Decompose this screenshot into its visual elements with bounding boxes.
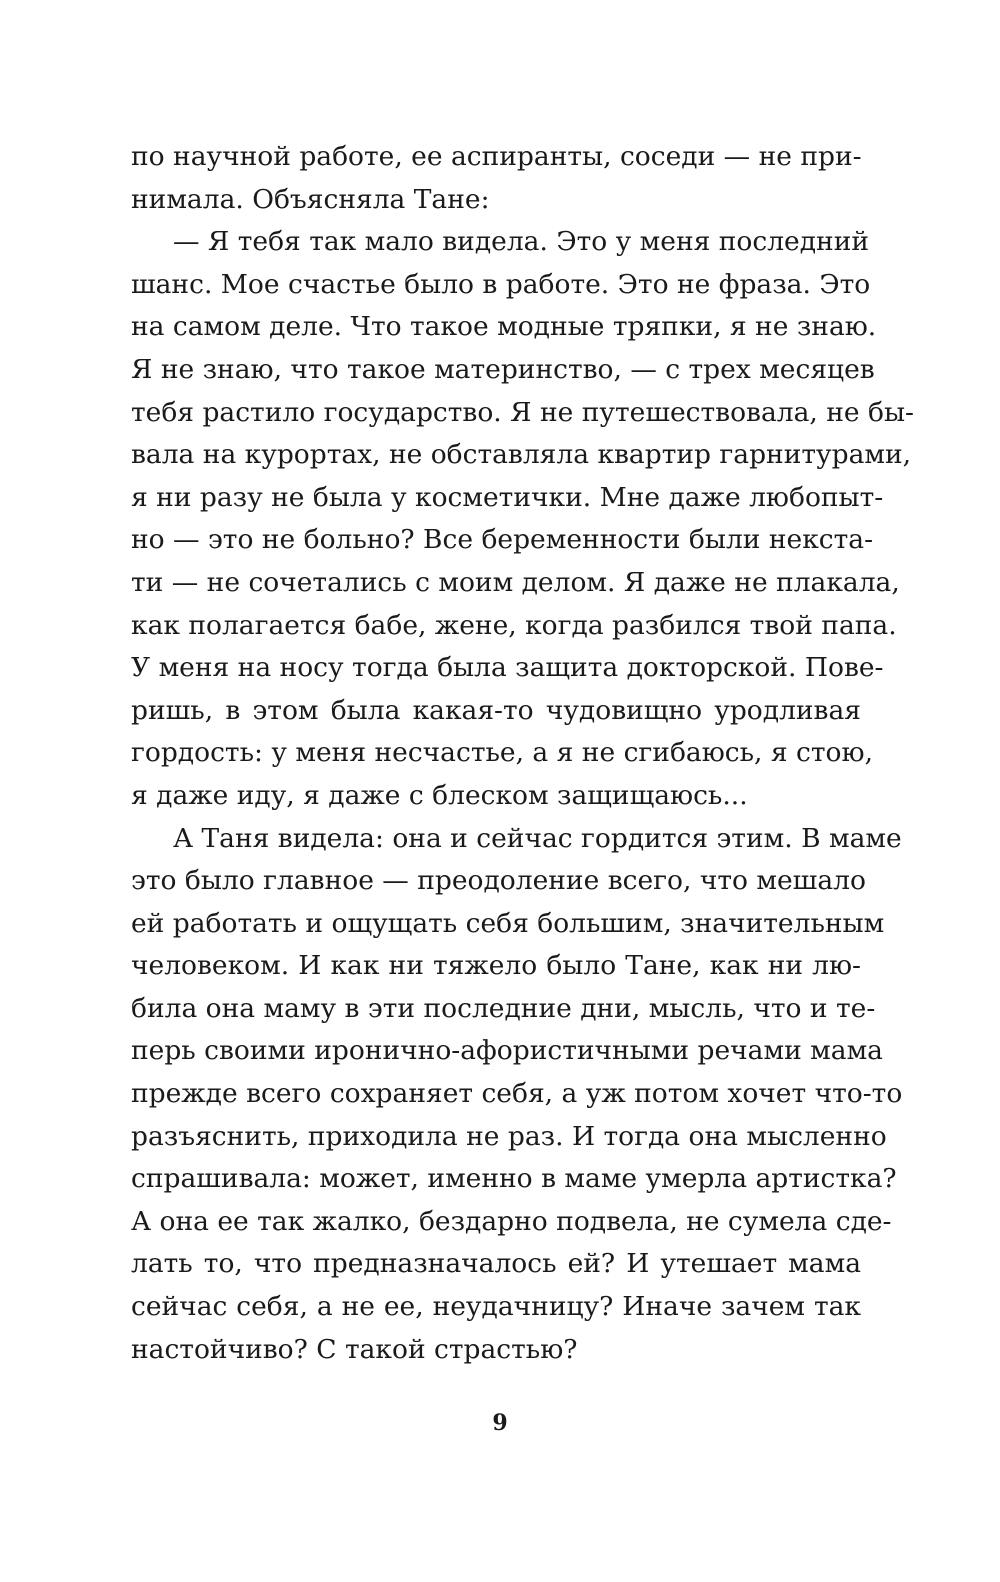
text-line: тебя растило государство. Я не путешествовала, не бы- xyxy=(131,396,915,428)
text-line: ти — не сочетались с моим делом. Я даже не плакала, xyxy=(131,566,900,598)
text-line: лать то, что предназначалось ей? И утешает мама xyxy=(131,1248,861,1280)
text-line: У меня на носу тогда была защита докторской. Пове- xyxy=(131,652,884,684)
text-line: — Я тебя так мало видела. Это у меня последний xyxy=(173,226,870,258)
text-line: это было главное — преодоление всего, что мешало xyxy=(131,865,866,897)
text-line: перь своими иронично-афористичными речами мама xyxy=(131,1035,883,1067)
text-line: прежде всего сохраняет себя, а уж потом хочет что-то xyxy=(131,1078,903,1110)
text-line: я даже иду, я даже с блеском защищаюсь... xyxy=(131,779,748,811)
text-line: человеком. И как ни тяжело было Тане, как ни лю- xyxy=(131,950,861,982)
text-line: А она ее так жалко, бездарно подвела, не сумела сде- xyxy=(131,1205,892,1237)
text-line: я ни разу не была у косметички. Мне даже любопыт- xyxy=(131,481,884,513)
body-text xyxy=(131,136,915,1371)
text-line: шанс. Мое счастье было в работе. Это не фраза. Это xyxy=(131,268,871,300)
text-line: гордость: у меня несчастье, а я не сгибаюсь, я стою, xyxy=(131,737,873,769)
text-line: на самом деле. Что такое модные тряпки, я не знаю. xyxy=(131,311,877,343)
text-line: как полагается бабе, жене, когда разбился твой папа. xyxy=(131,609,897,641)
text-line: спрашивала: может, именно в маме умерла артистка? xyxy=(131,1163,897,1195)
text-line: сейчас себя, а не ее, неудачницу? Иначе зачем так xyxy=(131,1291,861,1323)
text-line: но — это не больно? Все беременности были некста- xyxy=(131,524,874,556)
text-line: А Таня видела: она и сейчас гордится этим. В маме xyxy=(173,822,902,854)
text-line: нимала. Объясняла Тане: xyxy=(131,183,490,215)
text-line: Я не знаю, что такое материнство, — с трех месяцев xyxy=(131,353,875,385)
text-line: ришь, в этом была какая-то чудовищно уродливая xyxy=(131,694,861,726)
text-line: разъяснить, приходила не раз. И тогда она мысленно xyxy=(131,1120,887,1152)
text-line: по научной работе, ее аспиранты, соседи — не при- xyxy=(131,141,862,172)
page-number: 9 xyxy=(492,1410,508,1436)
text-line: настойчиво? С такой страстью? xyxy=(131,1333,578,1365)
text-line: вала на курортах, не обставляла квартир гарнитурами, xyxy=(131,439,912,471)
text-line: била она маму в эти последние дни, мысль, что и те- xyxy=(131,992,876,1024)
text-line: ей работать и ощущать себя большим, значительным xyxy=(131,907,885,939)
